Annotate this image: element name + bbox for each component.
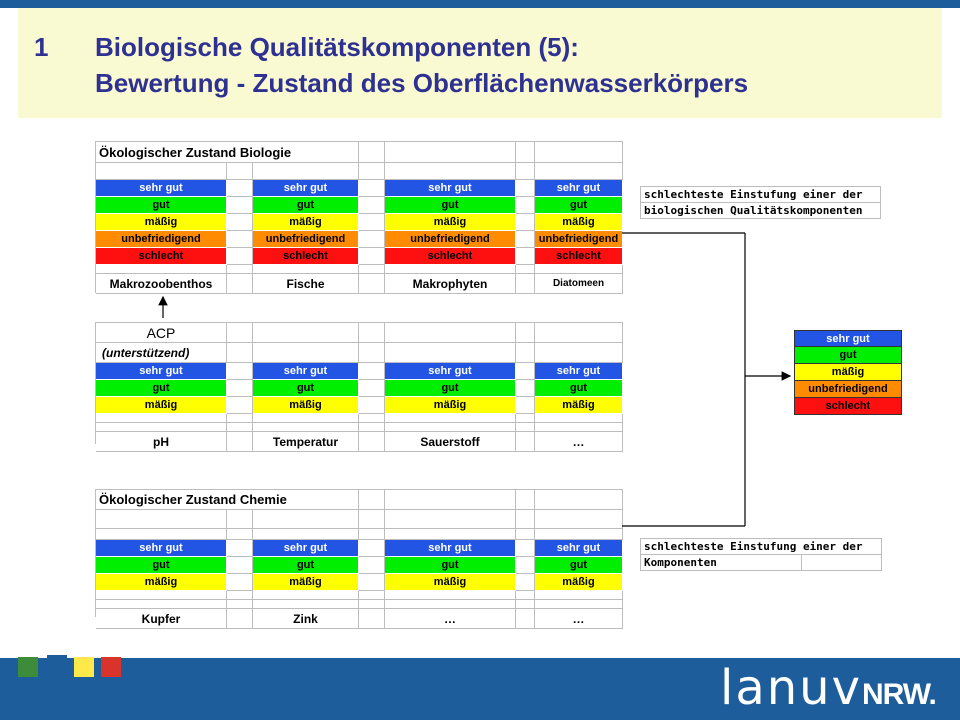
- biology-component-1: Makrozoobenthos: [96, 274, 227, 294]
- grade-schlecht: schlecht: [253, 248, 359, 265]
- logo-nrw-text: NRW.: [862, 678, 936, 711]
- grade-m-ig: mäßig: [535, 214, 623, 231]
- chemistry-component-2: Zink: [253, 609, 359, 629]
- grade-gut: gut: [535, 380, 623, 397]
- grade-gut: gut: [96, 197, 227, 214]
- grade-gut: gut: [385, 197, 516, 214]
- note-biology-line-1: schlechteste Einstufung einer der: [641, 187, 881, 203]
- grade-gut: gut: [535, 557, 623, 574]
- chemistry-component-1: Kupfer: [96, 609, 227, 629]
- grade-sehr-gut: sehr gut: [253, 540, 359, 557]
- acp-component-2: Temperatur: [253, 432, 359, 452]
- grade-m-ig: mäßig: [535, 574, 623, 591]
- grade-sehr-gut: sehr gut: [96, 363, 227, 380]
- acp-component-4: …: [535, 432, 623, 452]
- grade-schlecht: schlecht: [385, 248, 516, 265]
- grade-gut: gut: [253, 380, 359, 397]
- logo-lanuv-text: lanuv: [720, 660, 862, 716]
- note-biology-line-2: biologischen Qualitätskomponenten: [641, 203, 881, 219]
- grade-m-ig: mäßig: [385, 214, 516, 231]
- result-sehr-gut: sehr gut: [794, 330, 902, 347]
- acp-component-1: pH: [96, 432, 227, 452]
- grade-gut: gut: [96, 557, 227, 574]
- footer-square-red: [101, 657, 121, 677]
- grade-sehr-gut: sehr gut: [253, 363, 359, 380]
- grade-gut: gut: [253, 557, 359, 574]
- grade-gut: gut: [385, 557, 516, 574]
- grade-m-ig: mäßig: [385, 574, 516, 591]
- chemistry-component-4: …: [535, 609, 623, 629]
- lanuv-logo: [720, 660, 936, 716]
- biology-component-2: Fische: [253, 274, 359, 294]
- section-number: 1: [34, 32, 49, 62]
- chemistry-component-3: …: [385, 609, 516, 629]
- grade-unbefriedigend: unbefriedigend: [535, 231, 623, 248]
- grade-schlecht: schlecht: [535, 248, 623, 265]
- grade-sehr-gut: sehr gut: [385, 540, 516, 557]
- grade-m-ig: mäßig: [385, 397, 516, 414]
- biology-component-4: Diatomeen: [535, 274, 623, 294]
- page-title-line-2: Bewertung - Zustand des Oberflächenwasserkörpers: [95, 68, 749, 98]
- footer-square-blue: [47, 655, 67, 661]
- grade-sehr-gut: sehr gut: [96, 180, 227, 197]
- grade-sehr-gut: sehr gut: [385, 180, 516, 197]
- grade-m-ig: mäßig: [253, 214, 359, 231]
- grade-unbefriedigend: unbefriedigend: [96, 231, 227, 248]
- grade-gut: gut: [253, 197, 359, 214]
- result-maessig: mäßig: [794, 364, 902, 381]
- grade-m-ig: mäßig: [96, 574, 227, 591]
- page-title-line-1: Biologische Qualitätskomponenten (5):: [95, 32, 579, 62]
- grade-unbefriedigend: unbefriedigend: [385, 231, 516, 248]
- grade-sehr-gut: sehr gut: [535, 540, 623, 557]
- grade-gut: gut: [535, 197, 623, 214]
- chemistry-title: Ökologischer Zustand Chemie: [96, 490, 359, 510]
- grade-m-ig: mäßig: [96, 214, 227, 231]
- grade-m-ig: mäßig: [535, 397, 623, 414]
- result-schlecht: schlecht: [794, 398, 902, 415]
- note-chemistry-line-1: schlechteste Einstufung einer der: [641, 539, 882, 555]
- grade-m-ig: mäßig: [253, 574, 359, 591]
- acp-subtitle: (unterstützend): [96, 343, 227, 363]
- acp-component-3: Sauerstoff: [385, 432, 516, 452]
- biology-component-3: Makrophyten: [385, 274, 516, 294]
- note-chemistry-line-2-text: Komponenten: [644, 556, 717, 569]
- grade-sehr-gut: sehr gut: [96, 540, 227, 557]
- result-unbefriedigend: unbefriedigend: [794, 381, 902, 398]
- footer-square-green: [18, 657, 38, 677]
- grade-schlecht: schlecht: [96, 248, 227, 265]
- grade-sehr-gut: sehr gut: [385, 363, 516, 380]
- grade-m-ig: mäßig: [253, 397, 359, 414]
- grade-sehr-gut: sehr gut: [535, 180, 623, 197]
- grade-gut: gut: [96, 380, 227, 397]
- grade-unbefriedigend: unbefriedigend: [253, 231, 359, 248]
- footer-square-yellow: [74, 657, 94, 677]
- grade-sehr-gut: sehr gut: [535, 363, 623, 380]
- grade-sehr-gut: sehr gut: [253, 180, 359, 197]
- acp-title: ACP: [96, 323, 227, 343]
- biology-title: Ökologischer Zustand Biologie: [96, 142, 359, 163]
- grade-gut: gut: [385, 380, 516, 397]
- grade-m-ig: mäßig: [96, 397, 227, 414]
- result-gut: gut: [794, 347, 902, 364]
